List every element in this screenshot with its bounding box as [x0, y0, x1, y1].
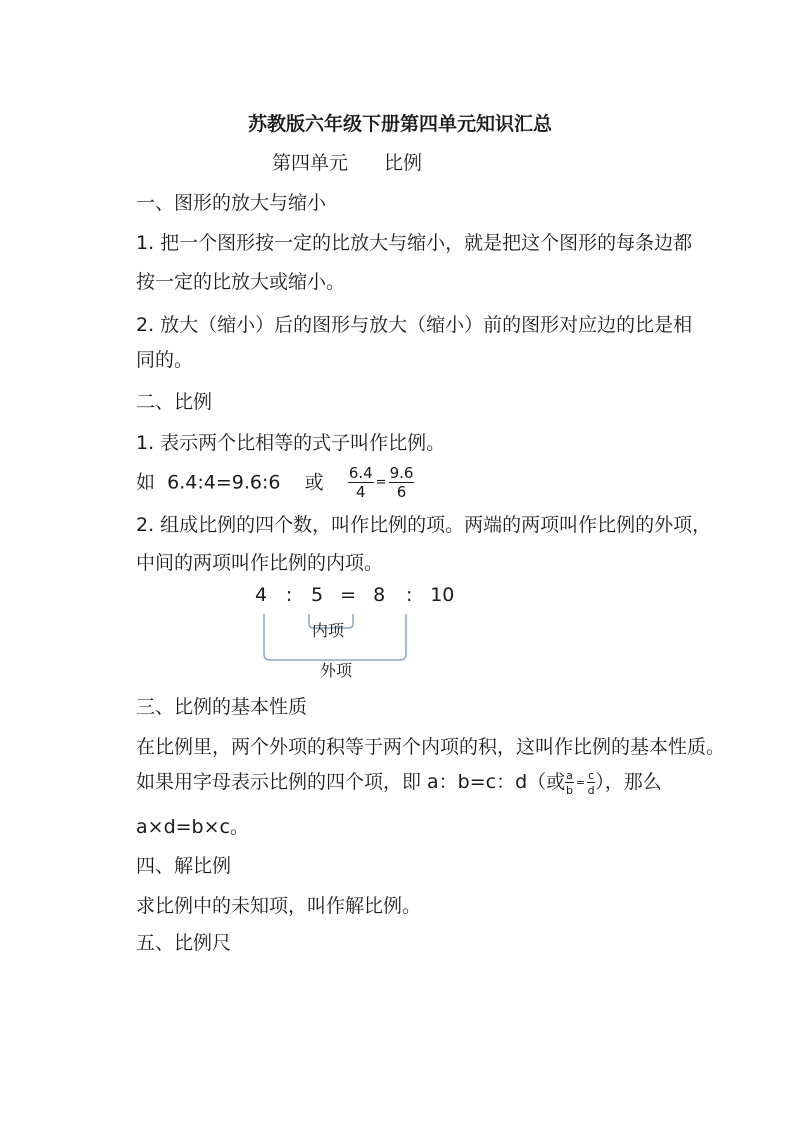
formula-suffix: ），那么: [595, 771, 662, 793]
proportion-terms-diagram: [250, 582, 455, 682]
denominator: b: [566, 783, 574, 797]
section-heading-4: 四、解比例: [136, 855, 232, 877]
numerator: a: [566, 768, 573, 782]
document-title: 苏教版六年级下册第四单元知识汇总: [247, 113, 552, 135]
example-line: [136, 466, 414, 500]
numerator: c: [588, 768, 595, 782]
formula-prefix: 如果用字母表示比例的四个项，即 a：b=c：d（或: [136, 771, 566, 793]
term-3: 8: [373, 584, 386, 606]
paragraph: a×d=b×c。: [136, 816, 249, 838]
paragraph: 中间的两项叫作比例的内项。: [136, 552, 384, 574]
denominator: 4: [355, 483, 366, 501]
numerator: 6.4: [348, 464, 373, 482]
paragraph: 求比例中的未知项，叫作解比例。: [136, 895, 422, 917]
colon: :: [285, 584, 293, 606]
fraction: [565, 770, 574, 796]
unit-name: 第四单元: [272, 152, 349, 174]
paragraph: 按一定的比放大或缩小。: [136, 271, 346, 293]
equals-sign: =: [375, 475, 387, 490]
example-ratio: 6.4:4=9.6:6: [167, 471, 281, 494]
equals-sign: =: [340, 584, 357, 606]
paragraph: 2. 放大（缩小）后的图形与放大（缩小）前的图形对应边的比是相: [136, 314, 693, 336]
paragraph: 2. 组成比例的四个数，叫作比例的项。两端的两项叫作比例的外项，: [136, 514, 712, 536]
inner-terms-label: 内项: [312, 621, 345, 640]
section-heading-3: 三、比例的基本性质: [136, 696, 308, 718]
denominator: d: [587, 783, 595, 797]
denominator: 6: [396, 483, 407, 501]
equals-sign: =: [575, 775, 586, 789]
example-prefix: 如: [136, 471, 156, 494]
fraction: [348, 466, 374, 500]
term-4: 10: [430, 584, 455, 606]
paragraph: 同的。: [136, 349, 194, 371]
formula-line: [136, 766, 662, 799]
unit-subtitle: [272, 150, 422, 176]
section-heading-5: 五、比例尺: [136, 932, 232, 954]
term-1: 4: [254, 584, 268, 606]
example-or: 或: [304, 471, 324, 494]
paragraph: 在比例里，两个外项的积等于两个内项的积，这叫作比例的基本性质。: [136, 736, 726, 758]
fraction: [587, 770, 595, 796]
section-heading-1: 一、图形的放大与缩小: [136, 192, 327, 214]
unit-topic: 比例: [384, 152, 423, 174]
colon: :: [406, 584, 413, 606]
outer-terms-label: 外项: [320, 661, 353, 680]
paragraph: 1. 把一个图形按一定的比放大与缩小，就是把这个图形的每条边都: [136, 232, 693, 254]
fraction: [389, 466, 415, 500]
paragraph: 1. 表示两个比相等的式子叫作比例。: [136, 432, 446, 454]
term-2: 5: [311, 584, 324, 606]
numerator: 9.6: [389, 464, 414, 482]
section-heading-2: 二、比例: [136, 391, 213, 413]
